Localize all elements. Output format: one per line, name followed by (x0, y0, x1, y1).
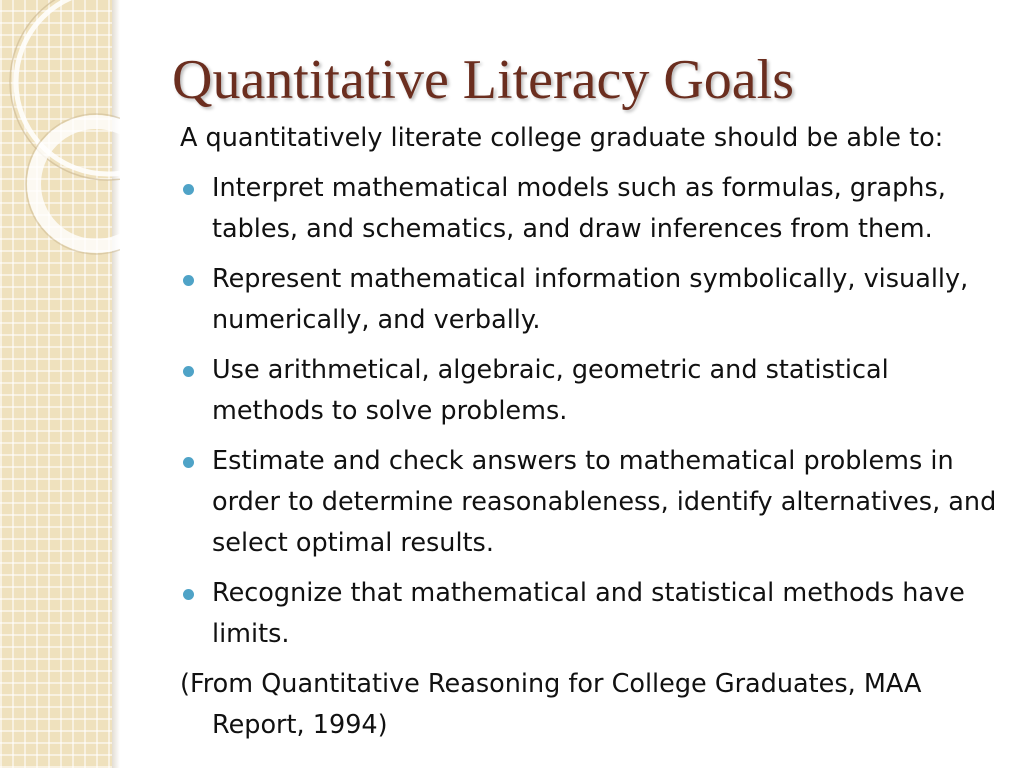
list-item-text: Estimate and check answers to mathematical problems in order to determine reasonableness, identify alternatives, and select optimal results. (212, 446, 997, 558)
intro-text: A quantitatively literate college graduate should be able to: (180, 123, 944, 153)
bullet-dot-icon (183, 366, 194, 377)
list-item (180, 168, 1000, 250)
list-item-text: Interpret mathematical models such as formulas, graphs, tables, and schematics, and draw inferences from them. (212, 173, 946, 244)
goals-list (180, 168, 1000, 655)
bullet-dot-icon (183, 589, 194, 600)
list-item (180, 350, 1000, 432)
bullet-dot-icon (183, 457, 194, 468)
bullet-dot-icon (183, 275, 194, 286)
list-item (180, 441, 1000, 564)
list-item-text: Recognize that mathematical and statistical methods have limits. (212, 578, 965, 649)
list-item-text: Represent mathematical information symbolically, visually, numerically, and verbally. (212, 264, 969, 335)
slide-content (180, 118, 1000, 755)
side-panel-shadow (112, 0, 120, 768)
list-item-text: Use arithmetical, algebraic, geometric and statistical methods to solve problems. (212, 355, 889, 426)
slide-title: Quantitative Literacy Goals (172, 49, 794, 111)
list-item (180, 573, 1000, 655)
side-panel (0, 0, 112, 768)
bullet-dot-icon (183, 184, 194, 195)
source-citation: (From Quantitative Reasoning for College Graduates, MAA Report, 1994) (180, 669, 922, 740)
list-item (180, 259, 1000, 341)
